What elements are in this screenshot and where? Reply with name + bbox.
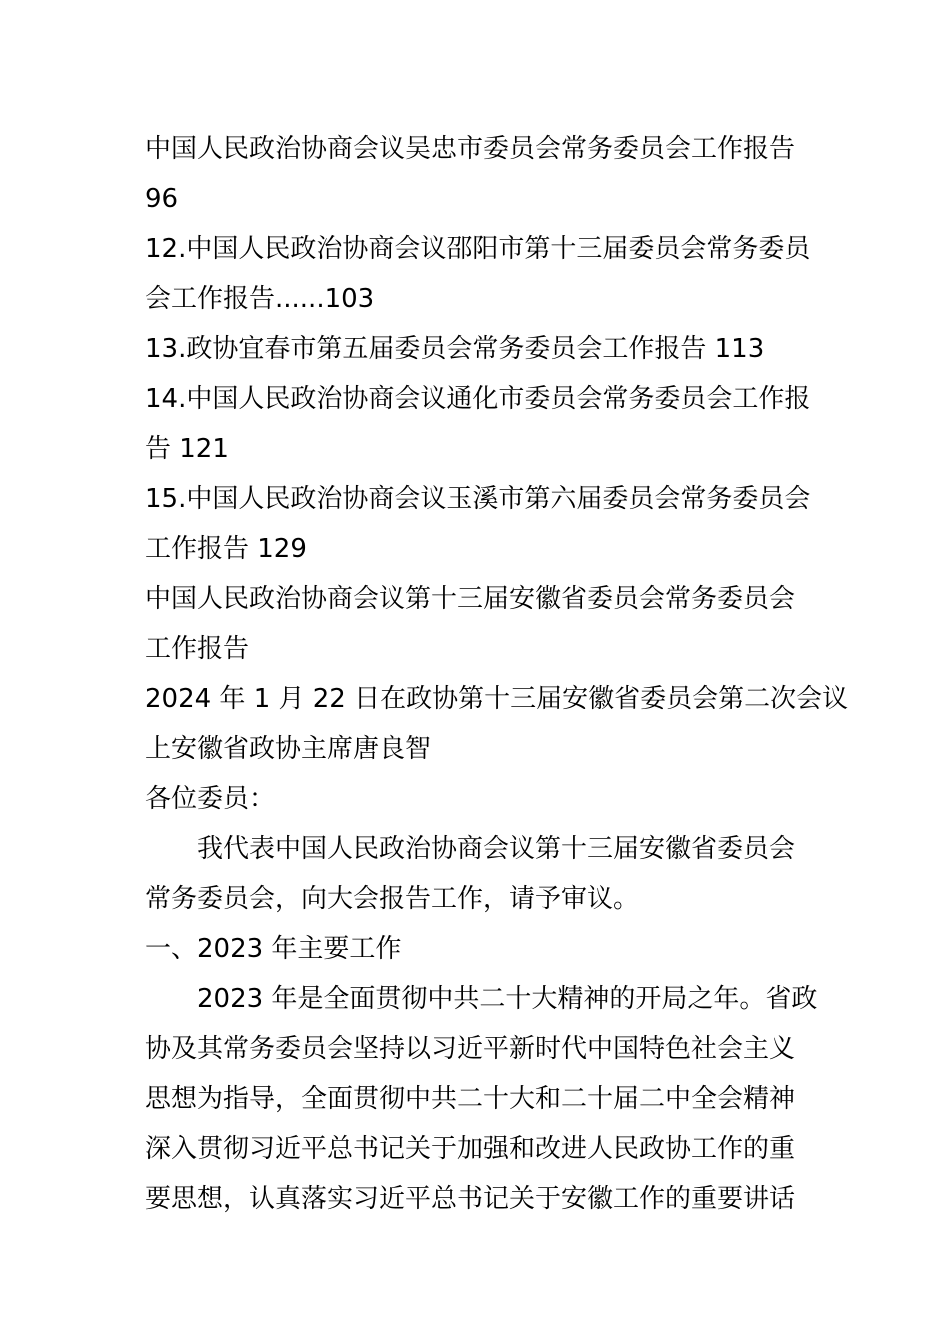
toc-item-14-line-2: 告 121 [145,434,229,464]
toc-item-12-line-1: 12.中国人民政治协商会议邵阳市第十三届委员会常务委员 [145,234,811,264]
toc-item-14-line-1: 14.中国人民政治协商会议通化市委员会常务委员会工作报 [145,384,811,414]
intro-paragraph-line-1: 我代表中国人民政治协商会议第十三届安徽省委员会 [197,834,796,864]
paragraph-line-3: 思想为指导，全面贯彻中共二十大和二十届二中全会精神 [145,1084,796,1114]
paragraph-line-5: 要思想，认真落实习近平总书记关于安徽工作的重要讲话 [145,1184,796,1214]
toc-item-12-line-2: 会工作报告......103 [145,284,375,314]
section-heading: 一、2023 年主要工作 [145,934,402,964]
intro-paragraph-line-2: 常务委员会，向大会报告工作，请予审议。 [145,884,640,914]
document-body [145,124,849,1224]
paragraph-line-4: 深入贯彻习近平总书记关于加强和改进人民政协工作的重 [145,1134,796,1164]
paragraph-line-2: 协及其常务委员会坚持以习近平新时代中国特色社会主义 [145,1034,796,1064]
salutation: 各位委员： [145,784,276,814]
toc-item-13: 13.政协宜春市第五届委员会常务委员会工作报告 113 [145,334,765,364]
report-byline-line-1: 2024 年 1 月 22 日在政协第十三届安徽省委员会第二次会议 [145,684,849,714]
report-title-line-2: 工作报告 [145,634,250,664]
paragraph-line-1: 2023 年是全面贯彻中共二十大精神的开局之年。省政 [197,984,818,1014]
toc-item-11-page: 96 [145,184,179,214]
report-title-line-1: 中国人民政治协商会议第十三届安徽省委员会常务委员会 [145,584,796,614]
report-byline-line-2: 上安徽省政协主席唐良智 [145,734,432,764]
toc-item-15-line-1: 15.中国人民政治协商会议玉溪市第六届委员会常务委员会 [145,484,811,514]
toc-item-15-line-2: 工作报告 129 [145,534,307,564]
toc-item-11-line-1: 中国人民政治协商会议吴忠市委员会常务委员会工作报告 [145,134,796,164]
